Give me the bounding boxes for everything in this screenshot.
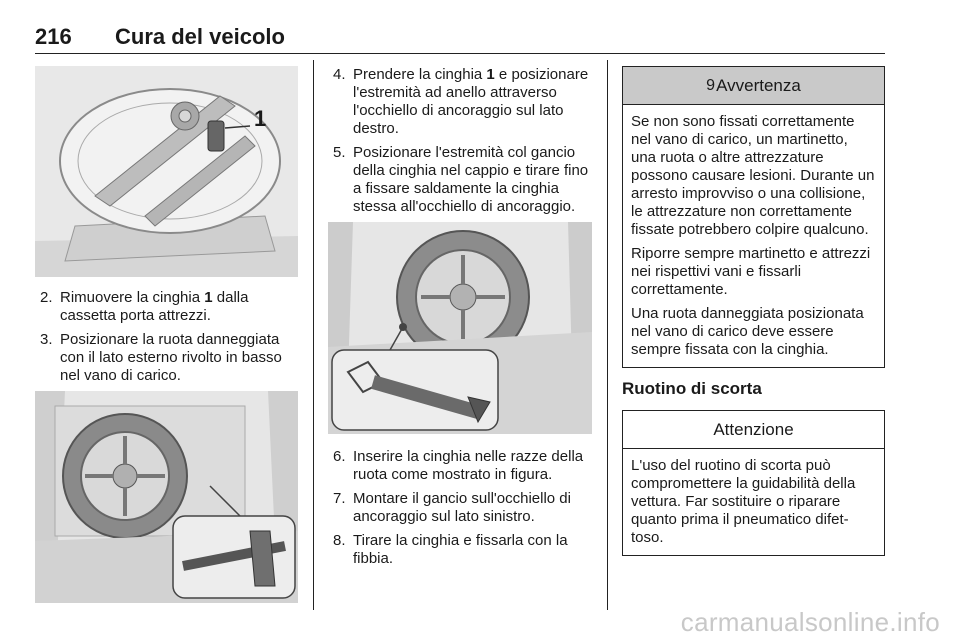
step-number: 6. (333, 448, 346, 465)
column-middle (328, 66, 592, 574)
step-number: 5. (333, 144, 346, 161)
step-number: 2. (40, 289, 53, 306)
step-number: 3. (40, 331, 53, 348)
steps-list (35, 289, 298, 385)
list-item: 5. Posizionare l'estremità col gancio della cinghia nel cappio e tirare fino a fissare saldamente la cinghia stessa all'occhiello di ancoraggio. (333, 144, 589, 215)
figure-tool-box (35, 66, 298, 277)
steps-list (328, 66, 592, 216)
notice-body (623, 449, 884, 555)
list-item: 6. Inserire la cinghia nelle razze della ruota come mostrato in figura. (333, 448, 584, 483)
notice-header: Attenzione (623, 411, 884, 449)
warning-icon: 9 (706, 76, 716, 94)
watermark: carmanualsonline.info (680, 607, 940, 637)
step-number: 8. (333, 532, 346, 549)
steps-list (328, 448, 592, 568)
warning-paragraph: Se non sono fissati correttamente nel vano di carico, un martinetto, una ruota o altre attrezzature possono causare lesioni. Durante un arresto improvviso o una collisione, le attrezzature non correttamente fissate potrebbero colpire qualcuno. (631, 113, 875, 238)
list-item: 7. Montare il gancio sull'occhiello di ancoraggio sul lato sinistro. (333, 490, 571, 525)
page-number: 216 (35, 24, 72, 49)
warning-box (622, 66, 885, 368)
warning-paragraph: Una ruota danneggiata posizionata nel vano di carico deve essere sempre fissata con la cinghia. (631, 305, 864, 358)
callout-label: 1 (254, 106, 267, 131)
figure-wheel-in-boot (35, 391, 298, 603)
list-item: 8. Tirare la cinghia e fissarla con la fibbia. (333, 532, 568, 567)
list-item: 2. Rimuovere la cinghia 1 dalla cassetta porta attrezzi. (40, 289, 249, 324)
column-divider (607, 60, 608, 610)
warning-body (623, 105, 884, 367)
warning-paragraph: Riporre sempre martinetto e attrezzi nei rispettivi vani e fissarli correttamente. (631, 245, 871, 298)
warning-title: Avvertenza (716, 75, 801, 95)
step-number: 7. (333, 490, 346, 507)
column-divider (313, 60, 314, 610)
list-item: 4. Prendere la cinghia 1 e posizionare l'estremità ad anello attraverso l'occhiello di ancoraggio sul lato destro. (333, 66, 589, 137)
column-left (35, 66, 298, 603)
notice-text: L'uso del ruotino di scorta può compromettere la guidabilità della vettura. Far sostituire o riparare quanto prima il pneumatico difettoso. (631, 457, 856, 546)
list-item: 3. Posizionare la ruota danneggiata con il lato esterno rivolto in basso nel vano di carico. (40, 331, 282, 384)
callout-ref: 1 (204, 289, 213, 306)
page-header (35, 20, 885, 54)
step-number: 4. (333, 66, 346, 83)
figure-strap-eyelet (328, 222, 592, 434)
page-title: Cura del veicolo (115, 24, 285, 49)
section-heading: Ruotino di scorta (622, 379, 762, 398)
callout-ref: 1 (486, 66, 495, 83)
warning-header (623, 67, 884, 105)
notice-box (622, 410, 885, 556)
column-right (622, 66, 885, 556)
